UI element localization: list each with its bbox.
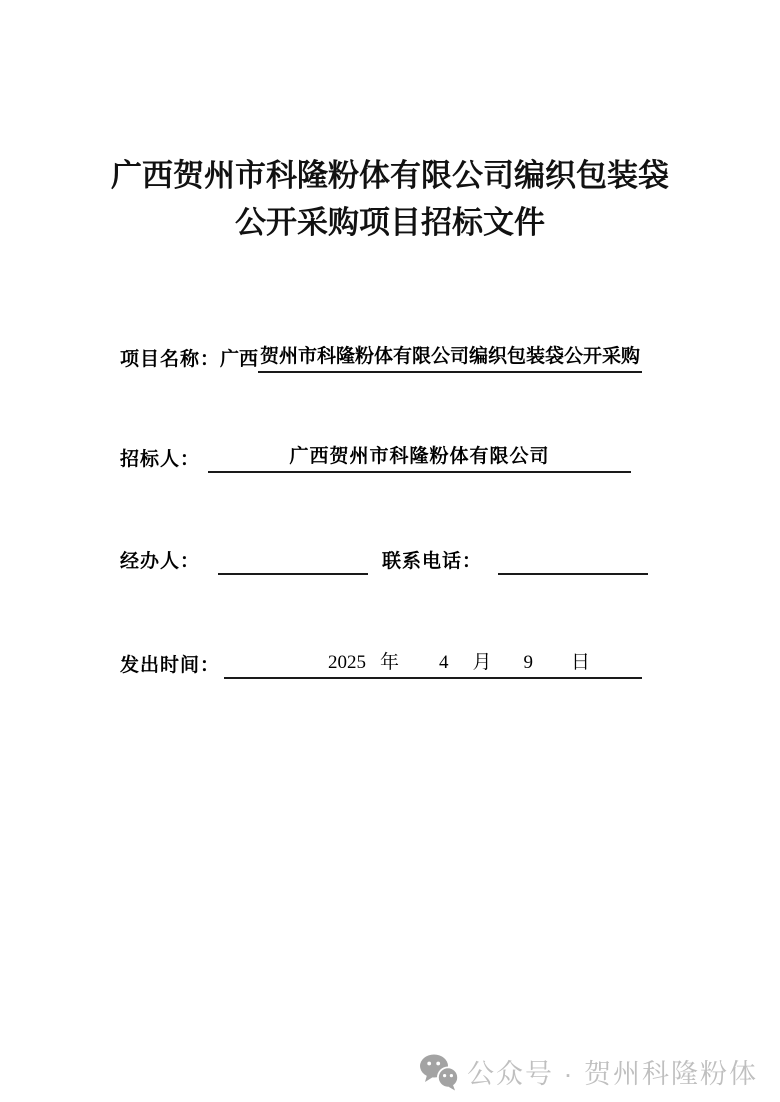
tenderer-label: 招标人： [120, 449, 201, 470]
issue-date-month-unit: 月 [472, 652, 492, 673]
project-name-row [120, 344, 642, 373]
agent-label: 经办人： [120, 551, 201, 572]
document-title-line1: 广西贺州市科隆粉体有限公司编织包装袋 [111, 158, 669, 193]
phone-blank-field [498, 549, 648, 575]
issue-date-month: 4 [439, 652, 449, 673]
watermark-text: 公众号 · 贺州科隆粉体 [467, 1059, 758, 1089]
project-name-label: 项目名称： [120, 349, 221, 370]
project-name-underlined-value: 贺州市科隆粉体有限公司编织包装袋公开采购 [258, 344, 642, 373]
issue-date-label: 发出时间： [120, 655, 221, 676]
phone-label: 联系电话： [382, 551, 483, 572]
wechat-icon [419, 1053, 459, 1091]
agent-blank-field [218, 549, 368, 575]
wechat-watermark [419, 1052, 758, 1091]
agent-phone-row [120, 549, 648, 575]
issue-date-day: 9 [523, 652, 534, 673]
document-title-line2: 公开采购项目招标文件 [235, 205, 545, 240]
issue-date-year: 2025 [328, 652, 367, 673]
issue-date-year-unit: 年 [380, 652, 400, 673]
tenderer-row [120, 444, 631, 473]
issue-date-row [120, 650, 642, 679]
document-title [0, 152, 780, 246]
tenderer-value-field: 广西贺州市科隆粉体有限公司 [208, 444, 631, 473]
issue-date-day-unit: 日 [571, 652, 591, 673]
issue-date-underlined-field [224, 650, 642, 679]
project-name-prefix: 广西 [220, 349, 259, 370]
